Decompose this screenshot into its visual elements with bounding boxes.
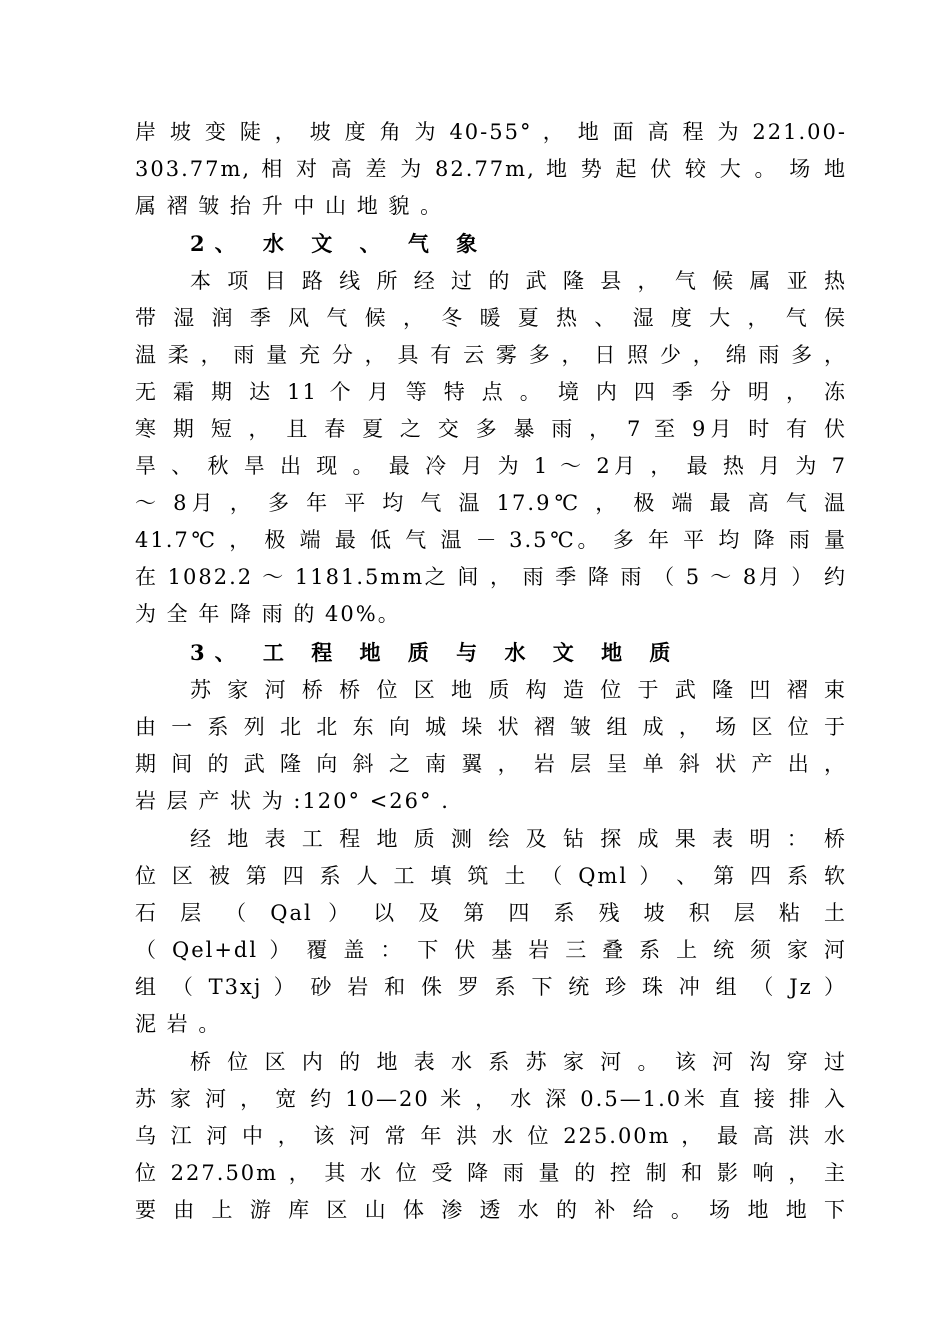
text-line: 由 一 系 列 北 北 东 向 城 垛 状 褶 皱 组 成 ， 场 区 位 于 <box>135 715 847 739</box>
text-line: 泥 岩 。 <box>135 1012 222 1036</box>
text-line: 属 褶 皱 抬 升 中 山 地 貌 。 <box>135 194 444 218</box>
text-line: 303.77m, 相 对 高 差 为 82.77m, 地 势 起 伏 较 大 。 场 地 <box>135 157 847 181</box>
text-line: 苏 家 河 桥 桥 位 区 地 质 构 造 位 于 武 隆 凹 褶 束 <box>190 678 847 702</box>
text-line: 组 （ T3xj ） 砂 岩 和 侏 罗 系 下 统 珍 珠 冲 组 （ Jz ） <box>135 975 847 999</box>
text-line: 带 湿 润 季 风 气 候 ， 冬 暖 夏 热 、 湿 度 大 ， 气 侯 <box>135 306 847 330</box>
text-line: 温 柔 ， 雨 量 充 分 ， 具 有 云 雾 多 ， 日 照 少 ， 绵 雨 多 ， <box>135 343 847 367</box>
text-line: 无 霜 期 达 11 个 月 等 特 点 。 境 内 四 季 分 明 ， 冻 <box>135 380 847 404</box>
text-line: 岩 层 产 状 为 :120° <26° . <box>135 789 450 813</box>
text-line: 旱 、 秋 旱 出 现 。 最 冷 月 为 1 ～ 2月 ， 最 热 月 为 7 <box>135 454 847 478</box>
text-line: 位 227.50m ， 其 水 位 受 降 雨 量 的 控 制 和 影 响 ， 主 <box>135 1161 847 1185</box>
text-line: ～ 8月 ， 多 年 平 均 气 温 17.9℃ ， 极 端 最 高 气 温 <box>135 491 847 515</box>
text-line: 本 项 目 路 线 所 经 过 的 武 隆 县 ， 气 候 属 亚 热 <box>190 269 847 293</box>
section-heading-hydrology-climate: 2、 水 文 、 气 象 <box>190 231 488 256</box>
text-line: 41.7℃ ， 极 端 最 低 气 温 － 3.5℃。 多 年 平 均 降 雨 量 <box>135 528 847 552</box>
text-line: 在 1082.2 ～ 1181.5mm之 间 ， 雨 季 降 雨 （ 5 ～ 8月 ） 约 <box>135 565 847 589</box>
text-line: 要 由 上 游 库 区 山 体 渗 透 水 的 补 给 。 场 地 地 下 <box>135 1198 847 1222</box>
text-line: 经 地 表 工 程 地 质 测 绘 及 钻 探 成 果 表 明 ： 桥 <box>190 827 847 851</box>
text-line: 为 全 年 降 雨 的 40%。 <box>135 602 401 626</box>
text-line: 期 间 的 武 隆 向 斜 之 南 翼 ， 岩 层 呈 单 斜 状 产 出 ， <box>135 752 847 776</box>
text-line: 岸 坡 变 陡 ， 坡 度 角 为 40-55° ， 地 面 高 程 为 221.00- <box>135 120 847 144</box>
section-heading-engineering-geology: 3、 工 程 地 质 与 水 文 地 质 <box>190 640 681 665</box>
text-line: 苏 家 河 ， 宽 约 10—20 米 ， 水 深 0.5—1.0米 直 接 排 入 <box>135 1087 847 1111</box>
text-line: 桥 位 区 内 的 地 表 水 系 苏 家 河 。 该 河 沟 穿 过 <box>190 1050 847 1074</box>
text-line: 石 层 （ Qal ） 以 及 第 四 系 残 坡 积 层 粘 土 <box>135 901 847 925</box>
text-line: 寒 期 短 ， 且 春 夏 之 交 多 暴 雨 ， 7 至 9月 时 有 伏 <box>135 417 847 441</box>
text-line: 位 区 被 第 四 系 人 工 填 筑 土 （ Qml ） 、 第 四 系 软 <box>135 864 847 888</box>
text-line: 乌 江 河 中 ， 该 河 常 年 洪 水 位 225.00m ， 最 高 洪 水 <box>135 1124 847 1148</box>
text-line: （ Qel+dl ） 覆 盖 ： 下 伏 基 岩 三 叠 系 上 统 须 家 河 <box>135 938 847 962</box>
